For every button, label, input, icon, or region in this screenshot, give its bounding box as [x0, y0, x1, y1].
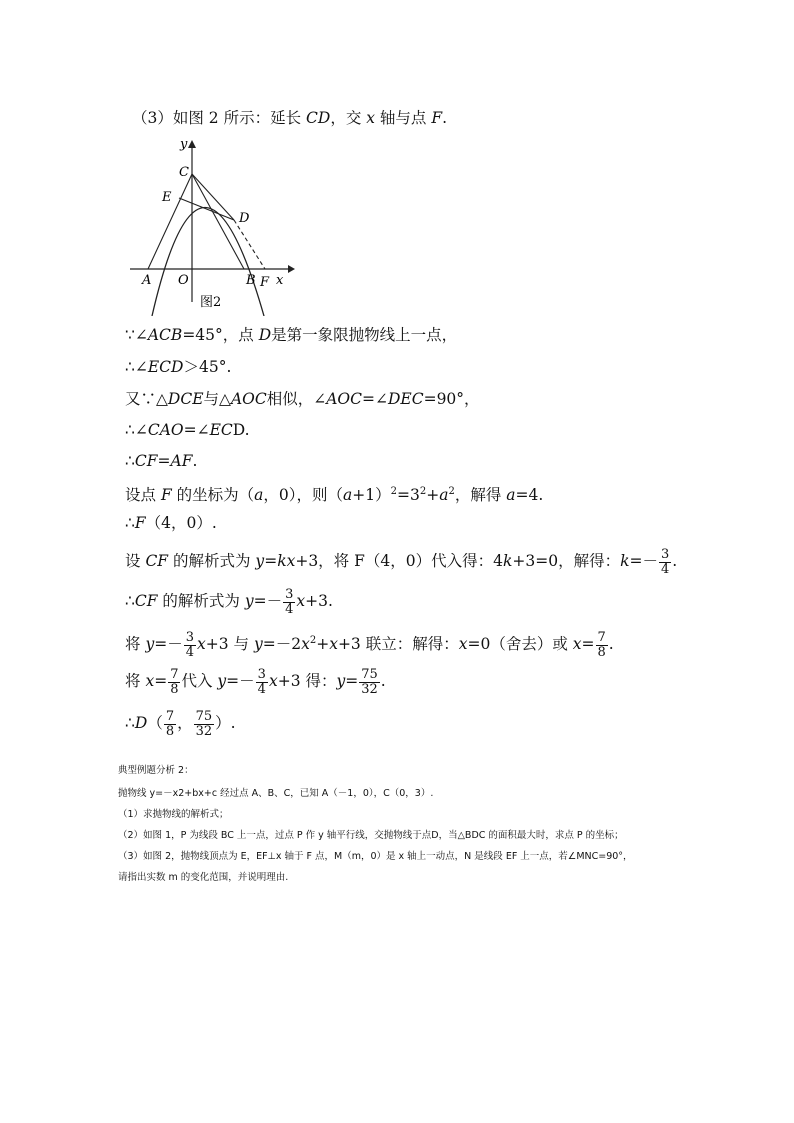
figure-caption: 图2 — [200, 295, 222, 310]
label-C: C — [179, 165, 189, 180]
step-10: 将 y=－ $\frac{3}{4}$ x+3 与 $y=-2x^2+x+3$ 联立：解得：x=0（舍去）或 x= $\frac{7}{8}$ . — [125, 629, 614, 660]
step-9: ∴CF 的解析式为 y=－ $\frac{3}{4}$ x+3. — [125, 586, 333, 617]
step-12: ∴D（ $\frac{7}{8}$ ， $\frac{75}{32}$ ）. — [125, 708, 236, 739]
step-4: ∴∠CAO=∠ECD. — [125, 421, 250, 439]
label-O: O — [178, 273, 189, 288]
step-6: 设点 F 的坐标为（a，0），则$(a+1)^2=3^2+a^2$，解得 a=4. — [125, 486, 544, 505]
fraction: $\frac{7}{8}$ — [170, 666, 179, 697]
fraction: $\frac{3}{4}$ — [660, 546, 670, 577]
part3-intro: （3）如图 2 所示：延长 CD，交 x 轴与点 F. — [132, 109, 448, 127]
step-11: 将 x= $\frac{7}{8}$ 代入 y=－ $\frac{3}{4}$ x+3 得：y= $\frac{75}{32}$ . — [125, 666, 386, 697]
example2-line4: （3）如图 2，抛物线顶点为 E，EF⊥x 轴于 F 点，M（m，0）是 x 轴上一动点，N 是线段 EF 上一点，若∠MNC=90°， — [118, 851, 633, 862]
figure-2-diagram — [128, 134, 298, 316]
example2-line5: 请指出实数 m 的变化范围，并说明理由. — [118, 872, 289, 883]
example2-line2: （1）求抛物线的解析式； — [118, 809, 229, 820]
label-B: B — [246, 273, 256, 288]
label-D: D — [239, 211, 250, 226]
step-8: 设 CF 的解析式为 y=kx+3，将 F（4，0）代入得：4k+3=0，解得：k=－ $\frac{3}{4}$ . — [125, 546, 678, 577]
fraction: $\frac{3}{4}$ — [257, 666, 266, 697]
label-A: A — [142, 273, 152, 288]
label-F: F — [260, 275, 270, 290]
example2-title: 典型例题分析 2： — [118, 765, 194, 776]
fraction: $\frac{3}{4}$ — [285, 586, 294, 617]
label-y: y — [180, 137, 188, 152]
step-3: 又∵△DCE与△AOC相似，∠AOC=∠DEC=90°， — [125, 390, 480, 408]
step-1: ∵∠ACB=45°，点 D是第一象限抛物线上一点， — [125, 326, 458, 344]
step-7: ∴F（4，0）. — [125, 514, 217, 532]
fraction: $\frac{3}{4}$ — [185, 629, 194, 660]
step-2: ∴∠ECD＞45°. — [125, 358, 232, 376]
fraction: $\frac{75}{32}$ — [361, 666, 378, 697]
label-E: E — [162, 190, 172, 205]
label-x: x — [276, 273, 284, 288]
fraction: $\frac{7}{8}$ — [597, 629, 606, 660]
example2-line3: （2）如图 1，P 为线段 BC 上一点，过点 P 作 y 轴平行线，交抛物线于点D，当△BDC 的面积最大时，求点 P 的坐标； — [118, 830, 624, 841]
example2-line1: 抛物线 y=－x2+bx+c 经过点 A、B、C，已知 A（－1，0），C（0，3）. — [118, 788, 434, 799]
fraction: $\frac{7}{8}$ — [165, 708, 175, 739]
fraction: $\frac{75}{32}$ — [195, 708, 213, 739]
step-5: ∴CF=AF. — [125, 452, 198, 470]
